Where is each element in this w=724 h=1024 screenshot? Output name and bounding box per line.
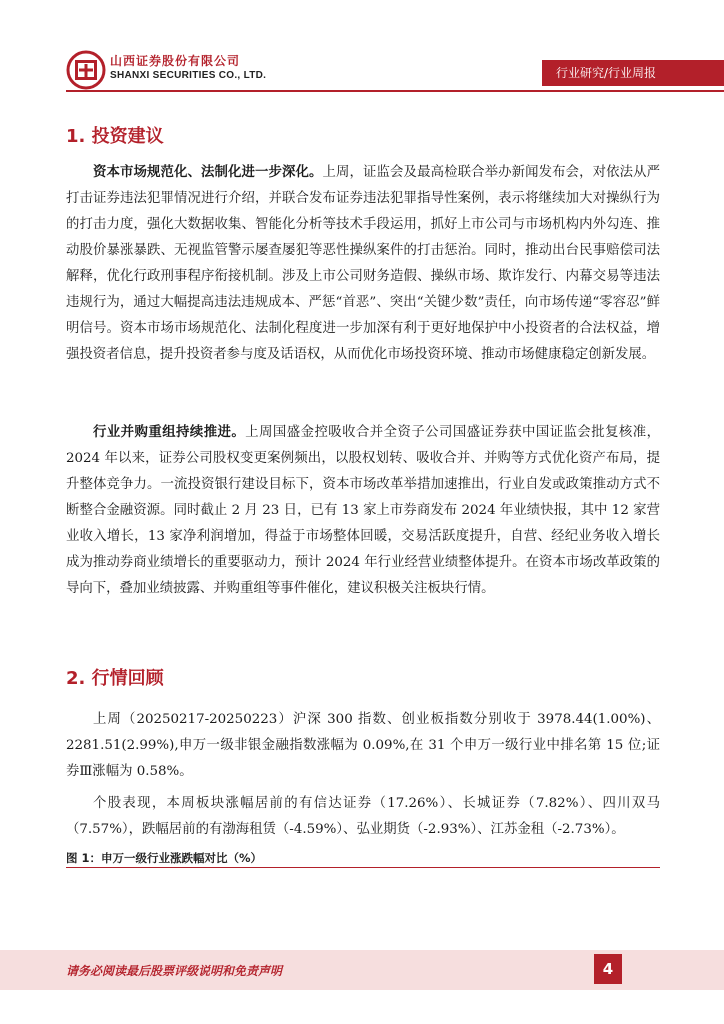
- page-header: [0, 0, 724, 92]
- company-name-cn: 山西证券股份有限公司: [110, 54, 241, 68]
- page-number: 4: [594, 954, 622, 984]
- footer-disclaimer: 请务必阅读最后股票评级说明和免责声明: [66, 964, 283, 978]
- section-2-paragraph-2: 个股表现，本周板块涨幅居前的有信达证券（17.26%）、长城证券（7.82%）、四川双马（7.57%），跌幅居前的有渤海租赁（-4.59%）、弘业期货（-2.93%）、江苏金租（-2.73%）。: [66, 796, 660, 837]
- section-2-paragraph-1: 上周（20250217-20250223）沪深 300 指数、创业板指数分别收于 3978.44(1.00%)、2281.51(2.99%),申万一级非银金融指数涨幅为 0.09%,在 31 个申万一级行业中排名第 15 位;证券Ⅲ涨幅为 0.58%。: [66, 712, 660, 779]
- section-1-paragraph-1: [66, 160, 660, 368]
- figure-title-divider: [66, 867, 660, 868]
- paragraph-lead: 资本市场规范化、法制化进一步深化。: [93, 165, 323, 180]
- company-name-en: SHANXI SECURITIES CO., LTD.: [110, 70, 267, 81]
- company-logo-icon: [66, 50, 106, 90]
- section-1-paragraph-2: [66, 420, 660, 602]
- paragraph-lead: 行业并购重组持续推进。: [93, 425, 246, 440]
- page-footer: [0, 950, 724, 990]
- report-category-tag: 行业研究/行业周报: [542, 60, 724, 86]
- section-2-heading: 2. 行情回顾: [66, 668, 164, 689]
- header-divider: [66, 90, 724, 92]
- paragraph-body: 上周，证监会及最高检联合举办新闻发布会，对依法从严打击证券违法犯罪情况进行介绍，并联合发布证券违法犯罪指导性案例，表示将继续加大对操纵行为的打击力度，强化大数据收集、智能化分析等技术手段运用，抓好上市公司与市场机构内外勾连、推动股价暴涨暴跌、无视监管警示屡查屡犯等恶性操纵案件的打击惩治。同时，推动出台民事赔偿司法解释，优化行政刑事程序衔接机制。涉及上市公司财务造假、操纵市场、欺诈发行、内幕交易等违法违规行为，通过大幅提高违法违规成本、严惩“首恶”、突出“关键少数”责任，向市场传递“零容忍”鲜明信号。资本市场市场规范化、法制化程度进一步加深有利于更好地保护中小投资者的合法权益，增强投资者信息，提升投资者参与度及话语权，从而优化市场投资环境、推动市场健康稳定创新发展。: [66, 165, 660, 362]
- paragraph-body: 上周国盛金控吸收合并全资子公司国盛证券获中国证监会批复核准，2024 年以来，证券公司股权变更案例频出，以股权划转、吸收合并、并购等方式优化资产布局，提升整体竞争力。一流投资银行建设目标下，资本市场改革举措加速推出，行业自发或政策推动方式不断整合金融资源。同时截止 2 月 23 日，已有 13 家上市券商发布 2024 年业绩快报，其中 12 家营业收入增长，13 家净利润增加，得益于市场整体回暖，交易活跃度提升，自营、经纪业务收入增长成为推动券商业绩增长的重要驱动力，预计 2024 年行业经营业绩整体提升。在资本市场改革政策的导向下，叠加业绩披露、并购重组等事件催化，建议积极关注板块行情。: [66, 425, 661, 596]
- figure-title: 图 1：申万一级行业涨跌幅对比（%）: [66, 851, 263, 865]
- section-1-heading: 1. 投资建议: [66, 126, 164, 147]
